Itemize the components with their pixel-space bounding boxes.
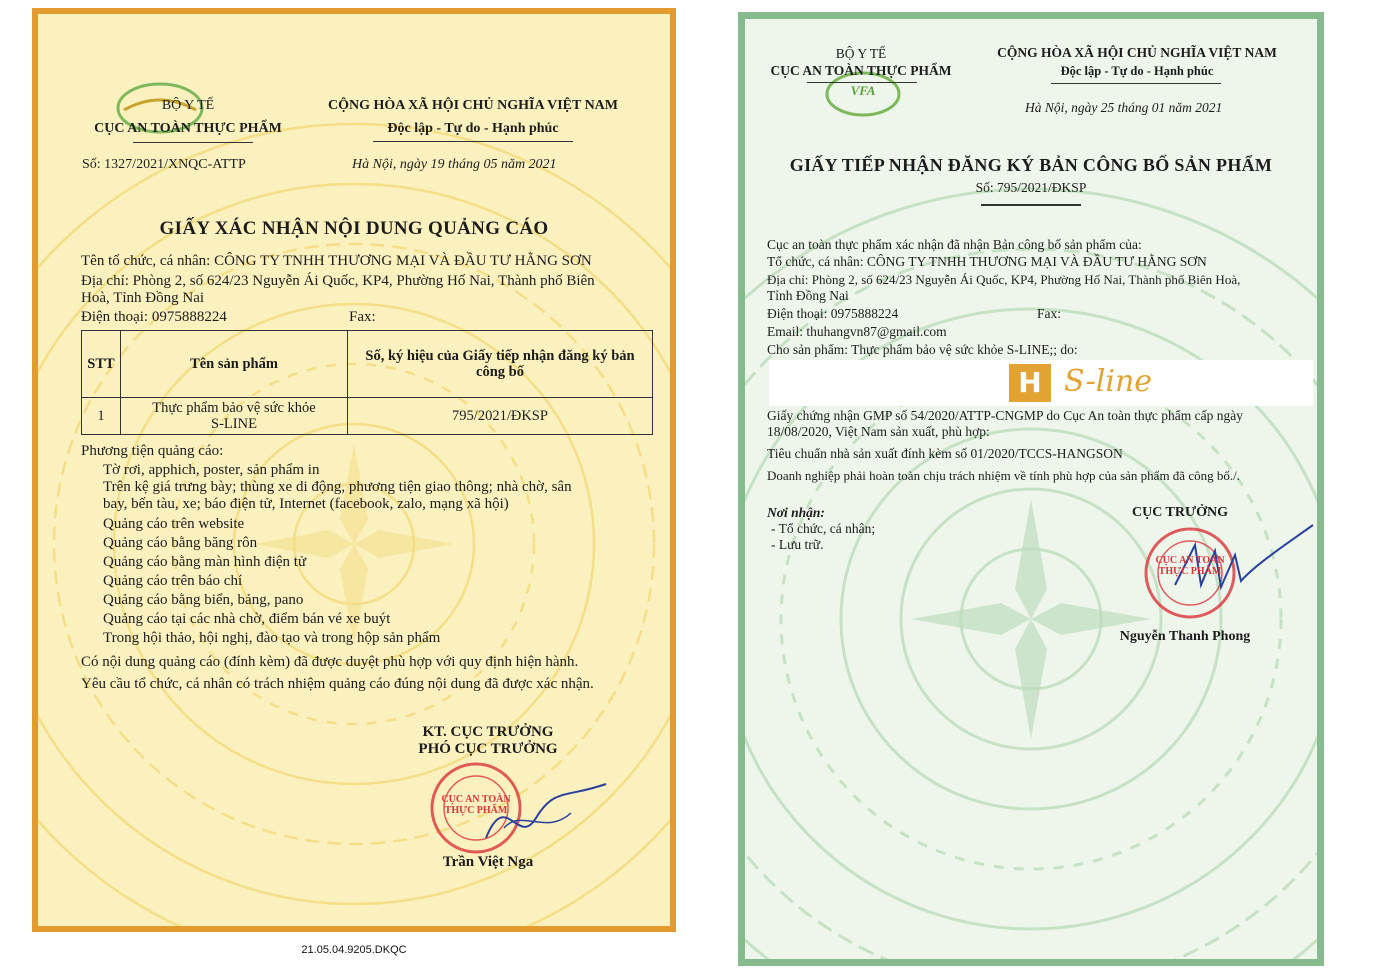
table-header-row xyxy=(82,331,653,398)
stamp-text: CỤC AN TOÀN THỰC PHẨM xyxy=(441,794,511,816)
responsibility-statement: Doanh nghiệp phải hoàn toàn chịu trách nhiệm về tính phù hợp của sản phẩm đã công bố./. xyxy=(767,468,1240,483)
signer-name: Trần Việt Nga xyxy=(442,854,534,870)
issue-date: Hà Nội, ngày 25 tháng 01 năm 2021 xyxy=(1025,100,1223,115)
national-motto: Độc lập - Tự do - Hạnh phúc xyxy=(387,121,559,136)
media-item: Quảng cáo bằng biển, bảng, pano xyxy=(103,592,304,608)
row-registration-number: 795/2021/ĐKSP xyxy=(348,398,653,435)
column-header-product-name: Tên sản phẩm xyxy=(121,331,348,398)
signer-role: CỤC TRƯỞNG xyxy=(1131,505,1229,520)
recipient-item: - Lưu trữ. xyxy=(771,537,824,552)
email-address: Email: thuhangvn87@gmail.com xyxy=(767,324,947,339)
advertising-confirmation-certificate xyxy=(32,8,676,932)
recipients-heading: Nơi nhận: xyxy=(767,505,825,520)
document-number: Số: 1327/2021/XNQC-ATTP xyxy=(82,157,246,172)
media-item: Quảng cáo bằng băng rôn xyxy=(103,535,258,551)
ministry-name: BỘ Y TẾ xyxy=(161,98,215,113)
advertising-media-list xyxy=(103,462,643,649)
media-item: Quảng cáo tại các nhà chờ, điểm bán vé xe buýt xyxy=(103,611,391,627)
organization-name: Tên tổ chức, cá nhân: CÔNG TY TNHH THƯƠNG MẠI VÀ ĐẦU TƯ HẰNG SƠN xyxy=(81,253,592,269)
signer-role-line-2: PHÓ CỤC TRƯỞNG xyxy=(418,741,558,757)
address-line-1: Địa chỉ: Phòng 2, số 624/23 Nguyễn Ái Quốc, KP4, Phường Hố Nai, Thành phố Biên Hoà, xyxy=(767,272,1241,287)
organization-name: Tổ chức, cá nhân: CÔNG TY TNHH THƯƠNG MẠI VÀ ĐẦU TƯ HẰNG SƠN xyxy=(767,254,1207,269)
column-header-stt: STT xyxy=(82,331,121,398)
signer-name: Nguyễn Thanh Phong xyxy=(1119,629,1251,644)
approval-statement: Có nội dung quảng cáo (đính kèm) đã được duyệt phù hợp với quy định hiện hành. xyxy=(81,654,579,670)
standard-statement: Tiêu chuẩn nhà sản xuất đính kèm số 01/2020/TCCS-HANGSON xyxy=(767,446,1123,461)
gmp-line-2: 18/08/2020, Việt Nam sản xuất, phù hợp: xyxy=(767,424,990,439)
title-underline xyxy=(981,204,1081,206)
media-item: Quảng cáo trên báo chí xyxy=(103,573,243,589)
document-number: Số: 795/2021/ĐKSP xyxy=(975,180,1087,195)
address-line-1: Địa chỉ: Phòng 2, số 624/23 Nguyễn Ái Quốc, KP4, Phường Hố Nai, Thành phố Biên xyxy=(81,273,595,289)
header-underline xyxy=(807,82,917,83)
recipient-item: - Tổ chức, cá nhân; xyxy=(771,521,876,536)
signer-role-line-1: KT. CỤC TRƯỞNG xyxy=(422,724,554,740)
media-item: Trong hội thảo, hội nghị, đào tạo và trong hộp sản phẩm xyxy=(103,630,441,646)
header-underline xyxy=(133,142,253,143)
national-motto: Độc lập - Tự do - Hạnh phúc xyxy=(1060,64,1214,78)
media-item: Trên kệ giá trưng bày; thùng xe di động, phương tiện giao thông; nhà chờ, sân xyxy=(103,479,572,495)
row-stt: 1 xyxy=(82,398,121,435)
phone-number: Điện thoại: 0975888224 xyxy=(767,306,899,321)
sline-logo-text: S-line xyxy=(1064,364,1153,399)
fax-label: Fax: xyxy=(349,309,376,325)
fax-label: Fax: xyxy=(1037,306,1062,321)
media-item: Tờ rơi, apphich, poster, sản phẩm in xyxy=(103,462,320,478)
issue-date: Hà Nội, ngày 19 tháng 05 năm 2021 xyxy=(352,157,557,172)
agency-name: CỤC AN TOÀN THỰC PHẨM xyxy=(770,63,952,78)
media-heading: Phương tiện quảng cáo: xyxy=(81,443,224,459)
gmp-line-1: Giấy chứng nhận GMP số 54/2020/ATTP-CNGMP do Cục An toàn thực phẩm cấp ngày xyxy=(767,408,1243,423)
nation-name: CỘNG HÒA XÃ HỘI CHỦ NGHĨA VIỆT NAM xyxy=(327,98,618,113)
document-title: GIẤY TIẾP NHẬN ĐĂNG KÝ BẢN CÔNG BỐ SẢN PHẨM xyxy=(789,155,1273,175)
document-reference-code: 21.05.04.9205.DKQC xyxy=(301,944,407,956)
row-product-name-line-1: Thực phẩm bảo vệ sức khỏe xyxy=(152,400,316,416)
ministry-name: BỘ Y TẾ xyxy=(835,46,887,61)
hangson-logo: H xyxy=(1009,364,1051,402)
media-item: bay, bến tàu, xe; báo điện tử, Internet (facebook, zalo, mạng xã hội) xyxy=(103,496,509,512)
stamp-text: CỤC AN TOÀN THỰC PHẨM xyxy=(1155,555,1225,577)
vfa-logo-text: VFA xyxy=(850,83,876,98)
requirement-statement: Yêu cầu tổ chức, cá nhân có trách nhiệm quảng cáo đúng nội dung đã được xác nhận. xyxy=(81,676,594,692)
media-item: Quảng cáo bằng màn hình điện tử xyxy=(103,554,307,570)
sline-logo-banner xyxy=(769,360,1313,406)
address-line-2: Hoà, Tỉnh Đồng Nai xyxy=(81,290,205,306)
row-product-name-line-2: S-LINE xyxy=(211,416,257,432)
motto-underline xyxy=(373,141,573,142)
motto-underline xyxy=(1051,83,1221,84)
agency-name: CỤC AN TOÀN THỰC PHẨM xyxy=(94,121,282,136)
row-product-name xyxy=(121,398,348,435)
column-header-registration: Số, ký hiệu của Giấy tiếp nhận đăng ký bản công bố xyxy=(348,331,653,398)
product-table xyxy=(81,330,653,435)
media-item: Quảng cáo trên website xyxy=(103,516,245,532)
address-line-2: Tỉnh Đồng Nai xyxy=(767,288,849,303)
product-registration-certificate xyxy=(738,12,1324,966)
document-title: GIẤY XÁC NHẬN NỘI DUNG QUẢNG CÁO xyxy=(159,218,549,239)
nation-name: CỘNG HÒA XÃ HỘI CHỦ NGHĨA VIỆT NAM xyxy=(997,45,1277,60)
table-row xyxy=(82,398,653,435)
phone-number: Điện thoại: 0975888224 xyxy=(81,309,227,325)
product-statement: Cho sản phẩm: Thực phẩm bảo vệ sức khỏe S-LINE;; do: xyxy=(767,342,1078,357)
intro-statement: Cục an toàn thực phẩm xác nhận đã nhận Bản công bố sản phẩm của: xyxy=(767,237,1142,252)
